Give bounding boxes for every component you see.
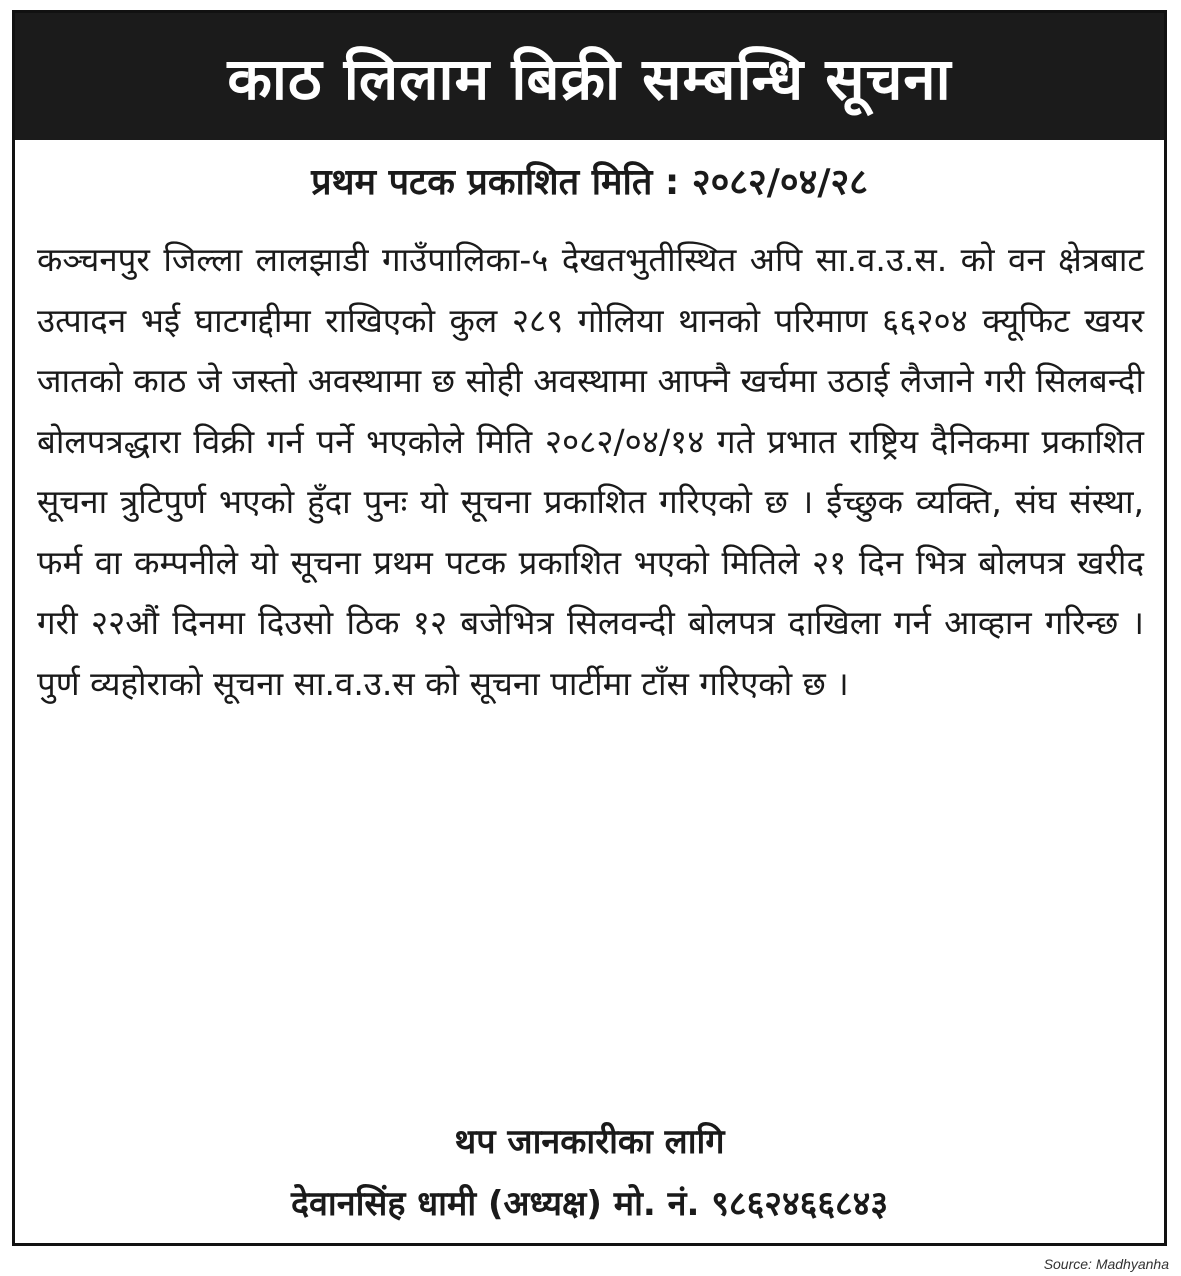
contact-info: देवानसिंह धामी (अध्यक्ष) मो. नं. ९८६२४६६८४३ <box>290 1184 889 1224</box>
contact-footer <box>15 1111 1164 1235</box>
title-bar <box>15 13 1164 140</box>
footer-heading: थप जानकारीका लागि <box>454 1122 725 1162</box>
source-credit: Source: Madhyanha <box>1043 1256 1169 1272</box>
notice-body: कञ्चनपुर जिल्ला लालझाडी गाउँपालिका-५ देखतभुतीस्थित अपि सा.व.उ.स. को वन क्षेत्रबाट उत्पादन भई घाटगद्दीमा राखिएको कुल २८९ गोलिया थानको परिमाण ६६२०४ क्यूफिट खयर जातको काठ जे जस्तो अवस्थामा छ सोही अवस्थामा आफ्नै खर्चमा उठाई लैजाने गरी सिलबन्दी बोलपत्रद्धारा विक्री गर्न पर्ने भएकोले मिति २०८२/०४/१४ गते प्रभात राष्ट्रिय दैनिकमा प्रकाशित सूचना त्रुटिपुर्ण भएको हुँदा पुनः यो सूचना प्रकाशित गरिएको छ । ईच्छुक व्यक्ति, संघ संस्था, फर्म वा कम्पनीले यो सूचना प्रथम पटक प्रकाशित भएको मितिले २१ दिन भित्र बोलपत्र खरीद गरी २२औं दिनमा दिउसो ठिक १२ बजेभित्र सिलवन्दी बोलपत्र दाखिला गर्न आव्हान गरिन्छ । पुर्ण व्यहोराको सूचना सा.व.उ.स को सूचना पार्टीमा टाँस गरिएको छ । <box>37 240 1144 703</box>
notice-box <box>12 10 1167 1246</box>
publication-date: प्रथम पटक प्रकाशित मिति : २०८२/०४/२८ <box>311 162 868 203</box>
notice-title: काठ लिलाम बिक्री सम्बन्धि सूचना <box>227 45 952 113</box>
